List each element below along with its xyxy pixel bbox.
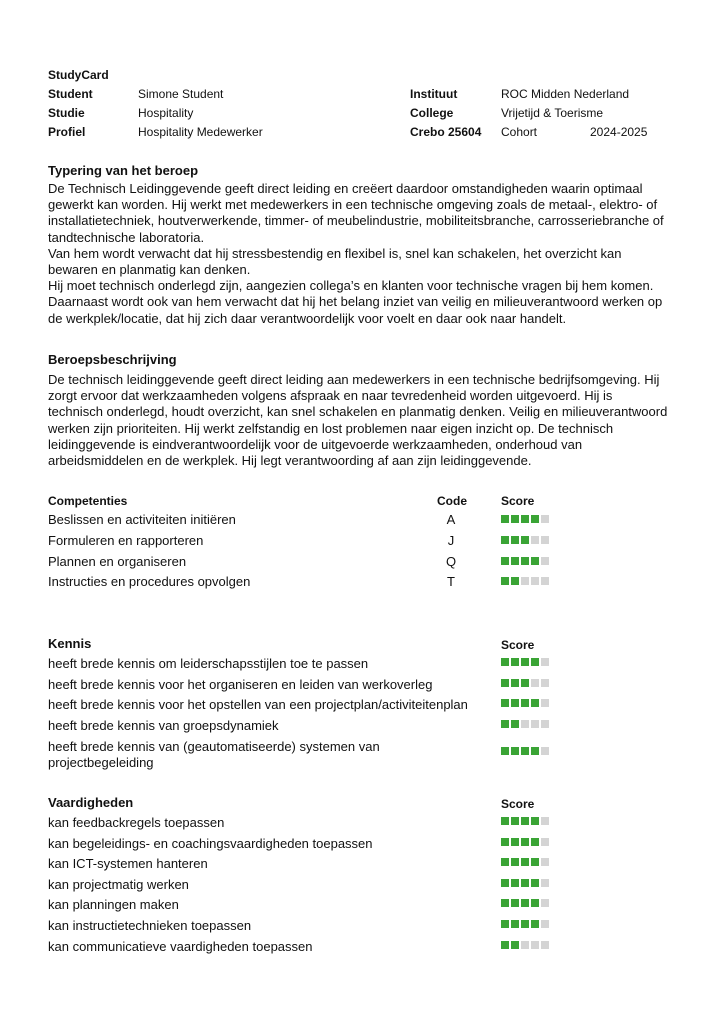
- score-square-filled: [531, 658, 539, 666]
- score-square-filled: [531, 920, 539, 928]
- header-label: Profiel: [48, 125, 86, 139]
- score-square-empty: [541, 577, 549, 585]
- score-square-empty: [541, 899, 549, 907]
- score-rating: [501, 658, 549, 666]
- header-value: ROC Midden Nederland: [501, 87, 630, 101]
- vaardigheid-row: [48, 836, 688, 856]
- score-rating: [501, 699, 549, 707]
- competenties-header: Competenties: [48, 494, 128, 508]
- document-title: StudyCard: [48, 68, 109, 82]
- score-square-filled: [501, 899, 509, 907]
- score-square-filled: [521, 747, 529, 755]
- score-rating: [501, 577, 549, 585]
- score-square-filled: [501, 515, 509, 523]
- score-square-filled: [501, 817, 509, 825]
- score-rating: [501, 720, 549, 728]
- vaardigheid-row: [48, 939, 688, 959]
- score-square-filled: [511, 658, 519, 666]
- score-rating: [501, 858, 549, 866]
- paragraph-line: zorgt ervoor dat werkzaamheden volgens afspraak en naar tevredenheid worden uitgevoerd. Hij is: [48, 388, 613, 404]
- score-square-empty: [541, 879, 549, 887]
- paragraph-line: De Technisch Leidinggevende geeft direct leiding en creëert daardoor omstandigheden waarin optimaal: [48, 181, 643, 196]
- score-square-filled: [501, 536, 509, 544]
- header-row-profiel: [48, 125, 688, 143]
- code-column-header: Code: [437, 494, 467, 508]
- score-rating: [501, 838, 549, 846]
- score-square-filled: [501, 699, 509, 707]
- vaardigheid-label: kan projectmatig werken: [48, 877, 189, 892]
- paragraph-line: arbeidsmiddelen en de werkplek. Hij legt verantwoording af aan zijn leidinggevende.: [48, 453, 532, 469]
- score-square-filled: [501, 720, 509, 728]
- score-square-empty: [541, 557, 549, 565]
- score-square-empty: [531, 679, 539, 687]
- paragraph-line: Van hem wordt verwacht dat hij stressbestendig en flexibel is, snel kan schakelen, het overzicht kan: [48, 245, 622, 261]
- score-square-filled: [531, 699, 539, 707]
- score-square-filled: [531, 858, 539, 866]
- kennis-label-line: heeft brede kennis van (geautomatiseerde) systemen van: [48, 739, 380, 754]
- score-rating: [501, 679, 549, 687]
- score-rating: [501, 536, 549, 544]
- score-square-filled: [521, 879, 529, 887]
- score-column-header: Score: [501, 638, 535, 652]
- score-rating: [501, 879, 549, 887]
- score-square-empty: [541, 658, 549, 666]
- score-square-empty: [531, 941, 539, 949]
- score-square-filled: [501, 679, 509, 687]
- header-label: Crebo 25604: [410, 125, 482, 139]
- score-square-filled: [501, 920, 509, 928]
- header-value: Simone Student: [138, 87, 224, 101]
- header-value: Cohort: [501, 125, 538, 139]
- competentie-code: J: [447, 533, 455, 548]
- score-square-empty: [541, 747, 549, 755]
- score-square-filled: [511, 920, 519, 928]
- score-square-empty: [531, 536, 539, 544]
- paragraph-line: werken zijn prioriteiten. Hij werkt zelfstandig en lost problemen naar eigen inzicht op. De technisch: [48, 420, 614, 436]
- score-square-filled: [521, 515, 529, 523]
- paragraph-line: Hij moet technisch onderlegd zijn, aangezien collega’s en klanten voor technische vragen bij hem komen.: [48, 278, 654, 294]
- header-row-student: [48, 87, 688, 105]
- section-title-kennis: Kennis: [48, 636, 92, 651]
- paragraph-line: technisch onderlegd, houdt overzicht, kan snel schakelen en planmatig denken. Veilig en milieuverantwoord: [48, 404, 668, 420]
- score-square-filled: [531, 879, 539, 887]
- vaardigheid-label: kan instructietechnieken toepassen: [48, 918, 252, 933]
- header-value: 2024-2025: [590, 125, 648, 139]
- score-square-filled: [531, 515, 539, 523]
- score-square-filled: [501, 557, 509, 565]
- score-square-filled: [501, 747, 509, 755]
- kennis-row: [48, 718, 688, 738]
- score-rating: [501, 557, 549, 565]
- score-square-filled: [531, 747, 539, 755]
- score-column-header: Score: [501, 494, 535, 508]
- kennis-label: heeft brede kennis om leiderschapsstijlen toe te passen: [48, 656, 369, 671]
- score-square-filled: [511, 941, 519, 949]
- vaardigheid-row: [48, 856, 688, 876]
- score-square-filled: [521, 858, 529, 866]
- score-square-empty: [531, 577, 539, 585]
- score-square-filled: [521, 679, 529, 687]
- score-square-empty: [541, 941, 549, 949]
- header-label: College: [410, 106, 454, 120]
- vaardigheid-row: [48, 877, 688, 897]
- score-square-filled: [531, 557, 539, 565]
- score-square-filled: [511, 720, 519, 728]
- score-square-filled: [511, 577, 519, 585]
- score-square-empty: [541, 699, 549, 707]
- kennis-label-line: projectbegeleiding: [48, 755, 154, 770]
- section-title-beroepsbeschrijving: Beroepsbeschrijving: [48, 352, 177, 367]
- score-rating: [501, 920, 549, 928]
- score-square-empty: [531, 720, 539, 728]
- vaardigheid-row: [48, 897, 688, 917]
- paragraph-line: gewerkt kan worden. Hij werkt met medewerkers in een technische omgeving zoals de metaal-, elektro- of: [48, 197, 658, 213]
- paragraph-line: tandtechnische laboratoria.: [48, 229, 205, 245]
- paragraph-line: de werkplek/locatie, dat hij zich daar verantwoordelijk voor voelt en daar ook naar handelt.: [48, 310, 567, 326]
- kennis-row: [48, 739, 688, 773]
- competentie-row: [48, 512, 688, 532]
- competentie-label: Beslissen en activiteiten initiëren: [48, 512, 236, 527]
- competentie-code: T: [447, 574, 455, 589]
- score-square-empty: [541, 858, 549, 866]
- score-rating: [501, 941, 549, 949]
- typering-paragraph: [48, 181, 688, 327]
- score-rating: [501, 817, 549, 825]
- kennis-row: [48, 697, 688, 717]
- kennis-label: [48, 739, 380, 771]
- kennis-label: heeft brede kennis voor het opstellen van een projectplan/activiteitenplan: [48, 697, 468, 712]
- competentie-code: Q: [446, 554, 457, 569]
- score-square-filled: [521, 699, 529, 707]
- score-square-filled: [531, 899, 539, 907]
- score-square-filled: [511, 817, 519, 825]
- paragraph-line: bewaren en planmatig kan denken.: [48, 262, 251, 278]
- kennis-label: heeft brede kennis voor het organiseren en leiden van werkoverleg: [48, 677, 433, 692]
- score-square-filled: [501, 941, 509, 949]
- score-square-filled: [521, 536, 529, 544]
- vaardigheid-label: kan planningen maken: [48, 897, 179, 912]
- header-label: Instituut: [410, 87, 458, 101]
- competentie-row: [48, 554, 688, 574]
- header-value: Vrijetijd & Toerisme: [501, 106, 604, 120]
- section-title-typering: Typering van het beroep: [48, 163, 199, 178]
- score-square-filled: [511, 515, 519, 523]
- score-square-filled: [511, 858, 519, 866]
- score-column-header: Score: [501, 797, 535, 811]
- score-square-empty: [541, 838, 549, 846]
- vaardigheid-label: kan begeleidings- en coachingsvaardigheden toepassen: [48, 836, 373, 851]
- score-square-filled: [521, 838, 529, 846]
- section-title-vaardigheden: Vaardigheden: [48, 795, 134, 810]
- score-square-empty: [521, 720, 529, 728]
- score-square-filled: [531, 838, 539, 846]
- score-square-filled: [511, 699, 519, 707]
- score-square-filled: [521, 557, 529, 565]
- score-square-filled: [501, 858, 509, 866]
- score-square-filled: [531, 817, 539, 825]
- kennis-label: heeft brede kennis van groepsdynamiek: [48, 718, 279, 733]
- score-square-empty: [521, 577, 529, 585]
- score-rating: [501, 515, 549, 523]
- score-square-filled: [501, 577, 509, 585]
- score-square-filled: [501, 838, 509, 846]
- competentie-label: Instructies en procedures opvolgen: [48, 574, 251, 589]
- header-value: Hospitality Medewerker: [138, 125, 263, 139]
- score-square-empty: [541, 817, 549, 825]
- score-square-filled: [511, 536, 519, 544]
- vaardigheid-row: [48, 918, 688, 938]
- score-square-filled: [501, 879, 509, 887]
- paragraph-line: installatietechniek, houtverwerkende, timmer- of meubelindustrie, mobiliteitsbranche, carrosseriebranche of: [48, 213, 664, 229]
- score-square-empty: [541, 515, 549, 523]
- score-square-filled: [521, 817, 529, 825]
- score-square-filled: [521, 899, 529, 907]
- competentie-label: Formuleren en rapporteren: [48, 533, 204, 548]
- score-square-empty: [521, 941, 529, 949]
- header-label: Student: [48, 87, 93, 101]
- score-square-empty: [541, 679, 549, 687]
- score-square-empty: [541, 536, 549, 544]
- score-square-filled: [511, 557, 519, 565]
- score-square-empty: [541, 920, 549, 928]
- kennis-row: [48, 656, 688, 676]
- kennis-row: [48, 677, 688, 697]
- score-square-filled: [521, 658, 529, 666]
- score-square-filled: [511, 838, 519, 846]
- score-square-filled: [511, 899, 519, 907]
- vaardigheid-label: kan communicatieve vaardigheden toepassen: [48, 939, 313, 954]
- competentie-row: [48, 533, 688, 553]
- competentie-label: Plannen en organiseren: [48, 554, 187, 569]
- header-row-studie: [48, 106, 688, 124]
- header-value: Hospitality: [138, 106, 194, 120]
- vaardigheid-label: kan ICT-systemen hanteren: [48, 856, 208, 871]
- header-label: Studie: [48, 106, 85, 120]
- score-square-filled: [511, 747, 519, 755]
- competentie-row: [48, 574, 688, 594]
- competentie-code: A: [446, 512, 456, 527]
- score-rating: [501, 899, 549, 907]
- score-rating: [501, 747, 549, 755]
- paragraph-line: Daarnaast wordt ook van hem verwacht dat hij het belang inziet van veilig en milieuverantwoord werken op: [48, 294, 663, 310]
- vaardigheid-row: [48, 815, 688, 835]
- score-square-empty: [541, 720, 549, 728]
- score-square-filled: [501, 658, 509, 666]
- score-square-filled: [521, 920, 529, 928]
- score-square-filled: [511, 679, 519, 687]
- paragraph-line: leidinggevende is eindverantwoordelijk voor de uitgevoerde werkzaamheden, onderhoud van: [48, 436, 583, 452]
- score-square-filled: [511, 879, 519, 887]
- vaardigheid-label: kan feedbackregels toepassen: [48, 815, 225, 830]
- paragraph-line: De technisch leidinggevende geeft direct leiding aan medewerkers in een technische bedrijfsomgeving. Hij: [48, 372, 660, 387]
- beroeps-paragraph: [48, 372, 688, 469]
